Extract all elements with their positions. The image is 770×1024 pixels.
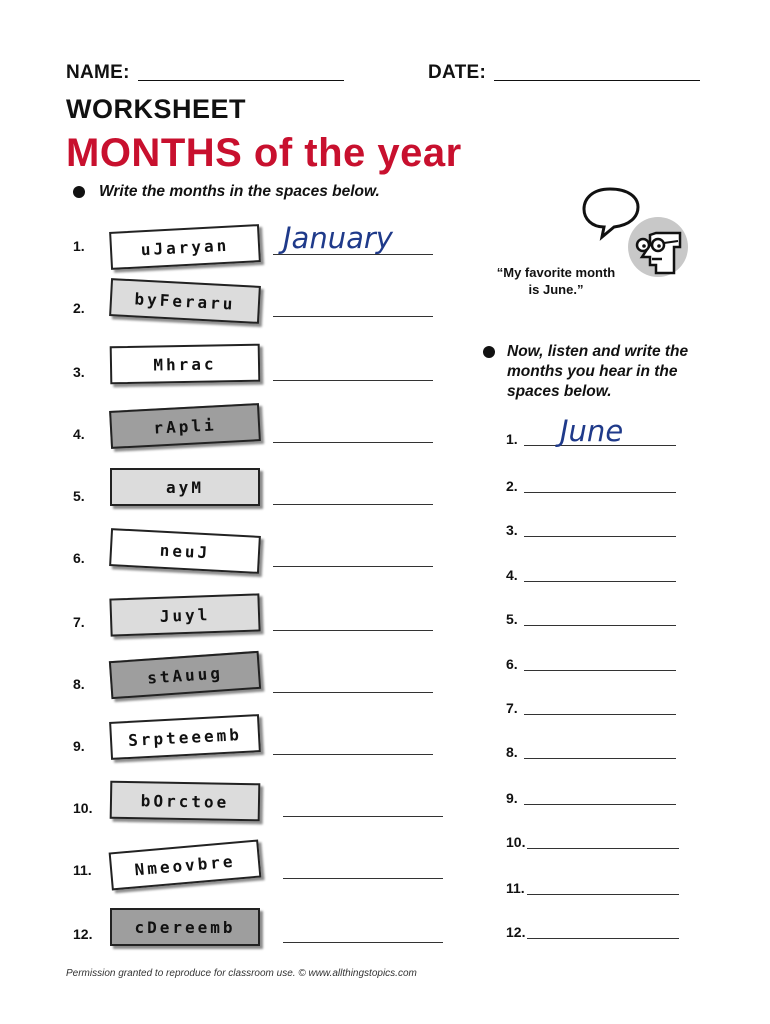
item-number: 11. xyxy=(73,862,92,878)
listen-blank[interactable] xyxy=(524,670,676,671)
listen-number: 12. xyxy=(506,924,526,940)
footer: Permission granted to reproduce for classroom use. © www.allthingstopics.com xyxy=(66,968,417,979)
listen-blank[interactable] xyxy=(524,758,676,759)
date-field xyxy=(428,62,700,84)
listen-number: 5. xyxy=(506,611,518,627)
item-number: 10. xyxy=(73,800,93,816)
listen-blank[interactable] xyxy=(524,625,676,626)
listen-blank[interactable] xyxy=(527,848,679,849)
answer-blank[interactable] xyxy=(273,442,433,443)
item-number: 2. xyxy=(73,300,85,316)
scrambled-word: uJaryan xyxy=(140,235,230,259)
item-number: 1. xyxy=(73,238,85,254)
instruction-right: Now, listen and write the months you hear in the spaces below. xyxy=(507,343,689,400)
answer-blank[interactable] xyxy=(273,380,433,381)
answer-blank[interactable] xyxy=(273,630,433,631)
item-number: 12. xyxy=(73,926,93,942)
answer-blank[interactable] xyxy=(283,878,443,879)
scrambled-word: ayM xyxy=(166,477,204,497)
date-label: DATE: xyxy=(428,62,487,83)
item-number: 7. xyxy=(73,614,85,630)
listen-number: 1. xyxy=(506,431,518,447)
scrambled-word: Mhrac xyxy=(153,353,217,375)
instruction-left-row xyxy=(73,183,380,201)
scrambled-word-card xyxy=(110,908,260,946)
scrambled-word-card xyxy=(110,468,260,506)
scrambled-word-card xyxy=(109,714,261,760)
listen-number: 4. xyxy=(506,567,518,583)
scrambled-word-card xyxy=(109,224,261,270)
listen-blank[interactable] xyxy=(527,938,679,939)
name-blank[interactable] xyxy=(138,80,344,81)
name-field xyxy=(66,62,344,84)
answer-blank[interactable] xyxy=(273,566,433,567)
listen-blank[interactable] xyxy=(524,536,676,537)
item-number: 4. xyxy=(73,426,85,442)
answer-blank[interactable] xyxy=(283,816,443,817)
item-number: 8. xyxy=(73,676,85,692)
item-number: 9. xyxy=(73,738,85,754)
item-number: 6. xyxy=(73,550,85,566)
name-label: NAME: xyxy=(66,62,130,83)
listen-blank[interactable] xyxy=(527,894,679,895)
scrambled-word-card xyxy=(109,403,261,449)
listen-number: 2. xyxy=(506,478,518,494)
listen-number: 10. xyxy=(506,834,526,850)
page-title: MONTHS of the year xyxy=(66,131,462,175)
handwritten-answer: January xyxy=(283,221,393,255)
scrambled-word-card xyxy=(109,528,261,574)
scrambled-word: neuJ xyxy=(159,540,211,562)
bullet-icon xyxy=(483,346,495,358)
listen-number: 6. xyxy=(506,656,518,672)
scrambled-word: cDereemb xyxy=(134,917,236,937)
scrambled-word-card xyxy=(109,840,262,891)
worksheet-label: WORKSHEET xyxy=(66,94,246,124)
scrambled-word: byFeraru xyxy=(134,288,236,314)
date-blank[interactable] xyxy=(494,80,700,81)
answer-blank[interactable] xyxy=(273,692,433,693)
scrambled-word: Srpteeemb xyxy=(127,724,243,750)
listen-blank[interactable] xyxy=(524,581,676,582)
scrambled-word-card xyxy=(110,344,261,385)
item-number: 3. xyxy=(73,364,85,380)
bullet-icon xyxy=(73,186,85,198)
listen-blank[interactable] xyxy=(524,492,676,493)
scrambled-word: bOrctoe xyxy=(140,790,230,812)
scrambled-word-card xyxy=(109,278,261,324)
listen-blank[interactable] xyxy=(524,714,676,715)
speech-quote: “My favorite month is June.” xyxy=(496,265,616,297)
scrambled-word: rApli xyxy=(152,414,218,438)
handwritten-answer: June xyxy=(560,414,624,448)
listen-number: 9. xyxy=(506,790,518,806)
scrambled-word-card xyxy=(109,593,260,636)
listen-number: 3. xyxy=(506,522,518,538)
listen-number: 7. xyxy=(506,700,518,716)
answer-blank[interactable] xyxy=(273,316,433,317)
listen-number: 8. xyxy=(506,744,518,760)
answer-blank[interactable] xyxy=(273,504,433,505)
scrambled-word: Nmeovbre xyxy=(133,851,237,879)
item-number: 5. xyxy=(73,488,85,504)
scrambled-word: Juyl xyxy=(159,604,211,626)
scrambled-word-card xyxy=(109,651,261,699)
listen-number: 11. xyxy=(506,880,525,896)
instruction-right-row xyxy=(483,342,697,402)
answer-blank[interactable] xyxy=(273,754,433,755)
scrambled-word: stAuug xyxy=(146,662,224,688)
scrambled-word-card xyxy=(110,781,261,822)
instruction-left: Write the months in the spaces below. xyxy=(99,183,380,200)
answer-blank[interactable] xyxy=(283,942,443,943)
listen-blank[interactable] xyxy=(524,804,676,805)
